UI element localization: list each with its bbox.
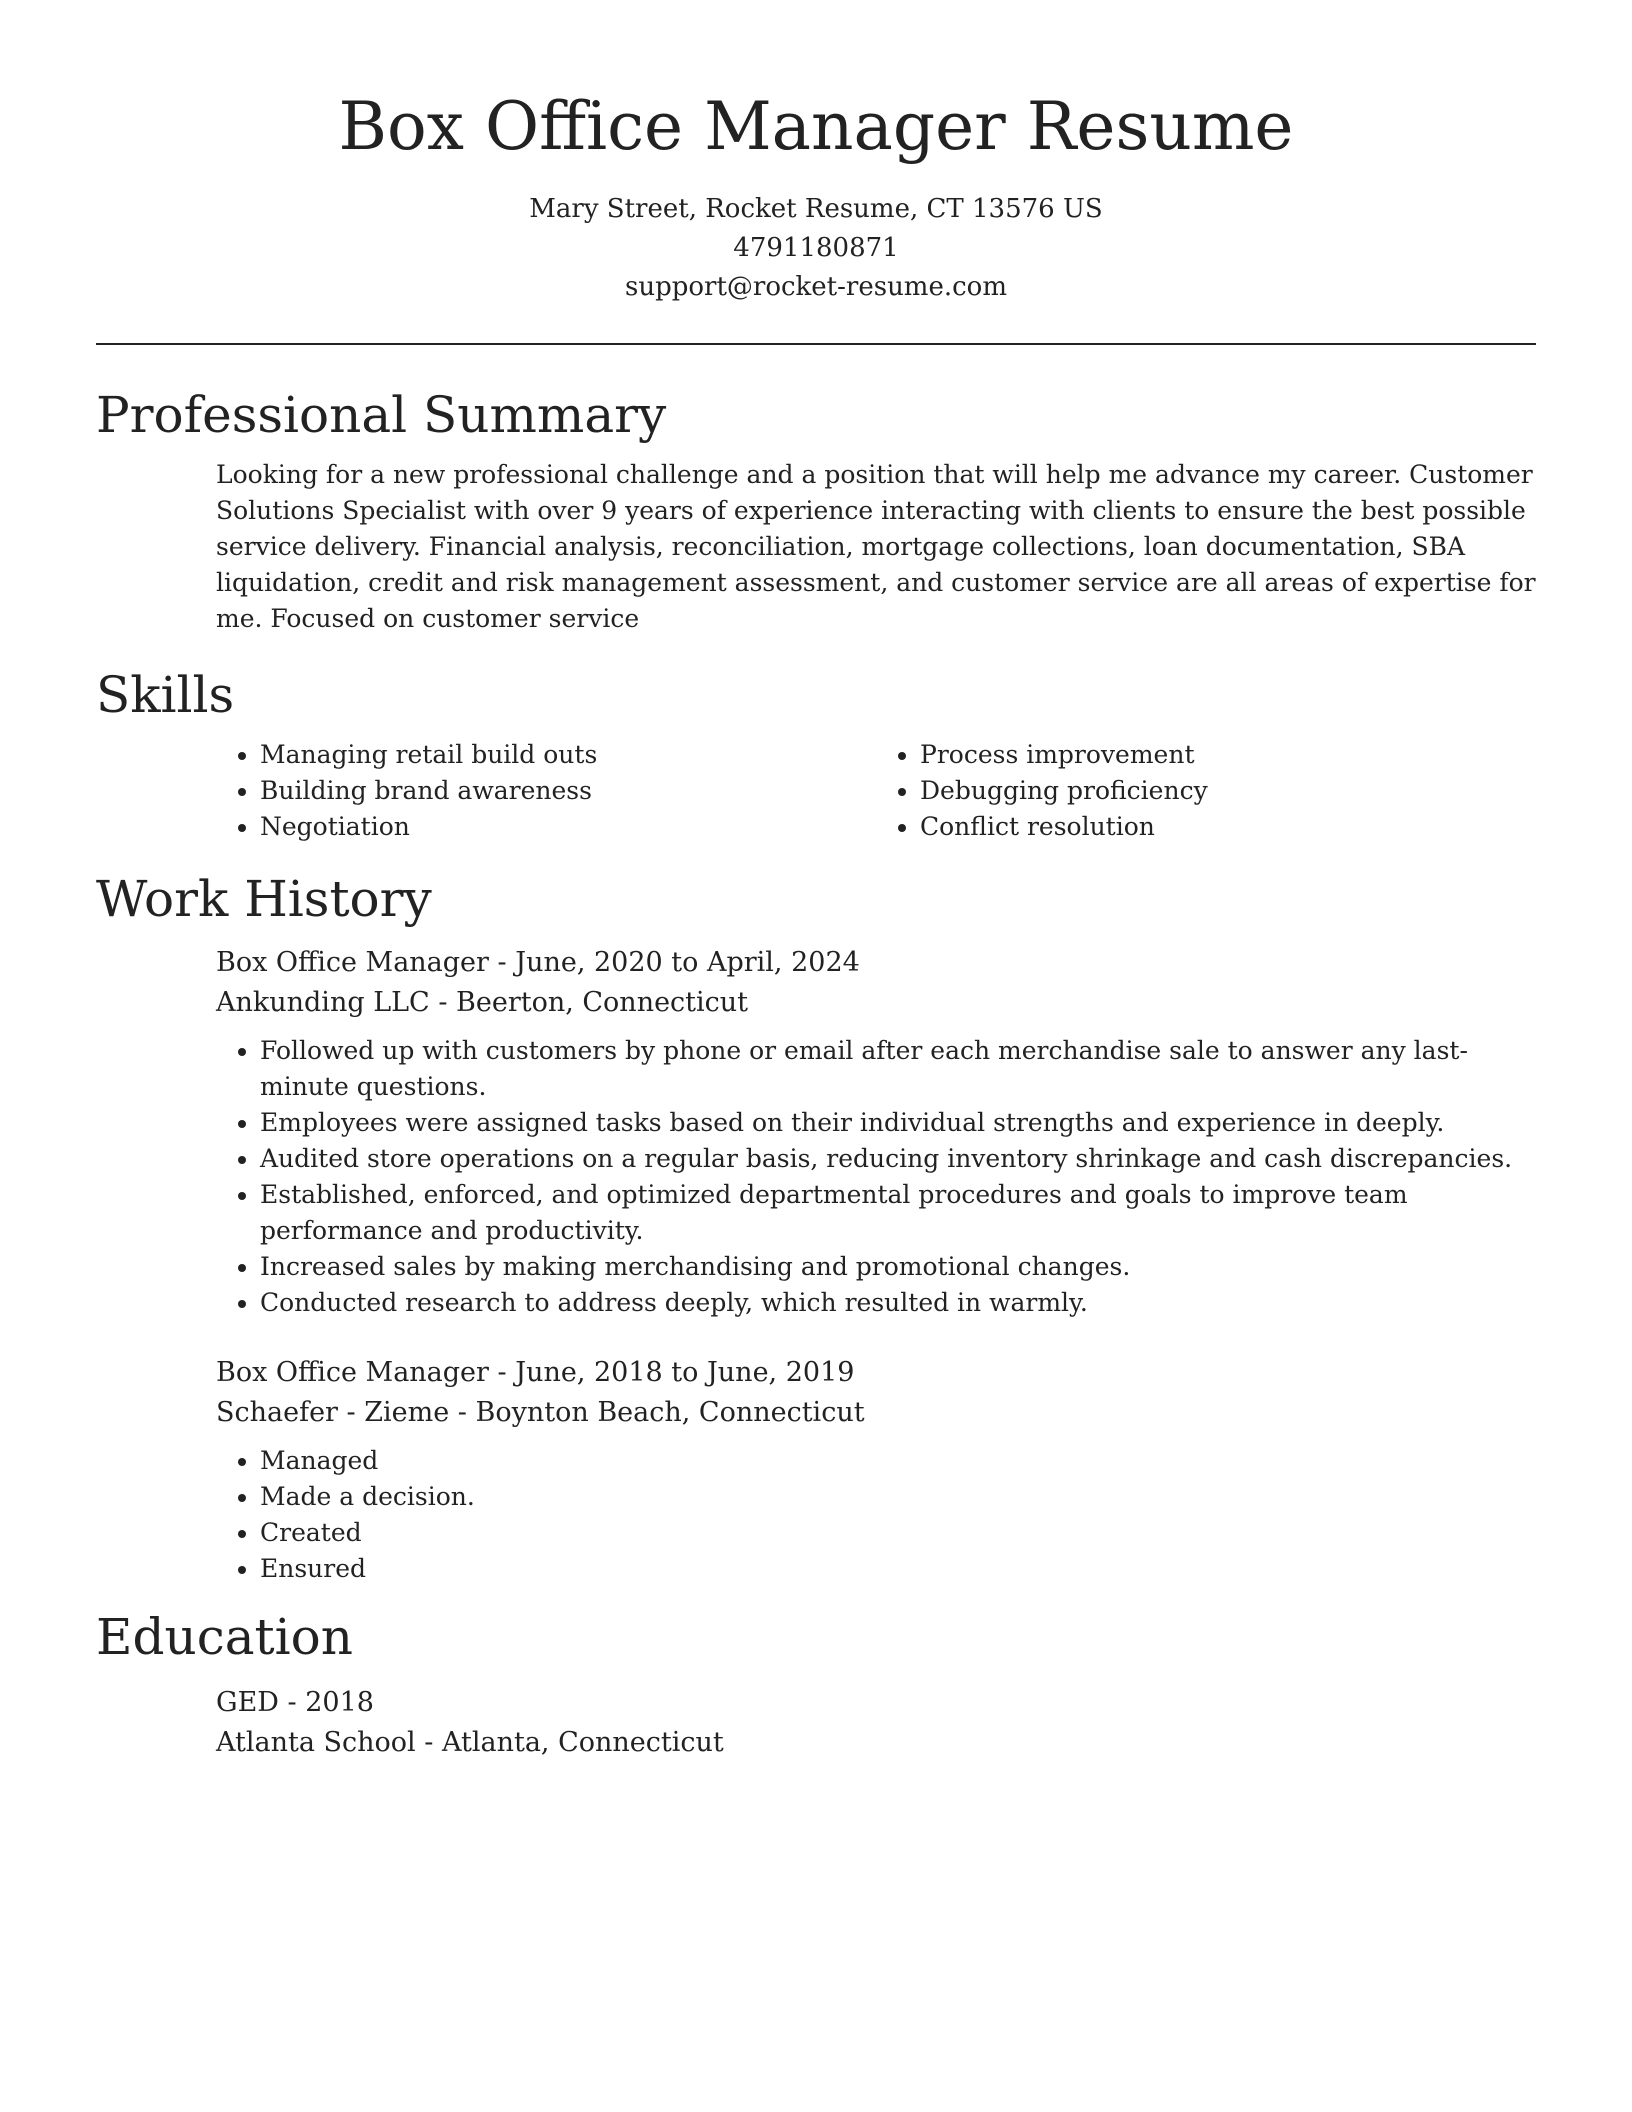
duty-item: • Made a decision. — [260, 1479, 1536, 1515]
skills-heading: Skills — [96, 666, 235, 724]
work-history-heading: Work History — [96, 870, 432, 928]
education-school-line — [216, 1723, 1536, 1763]
resume-page — [96, 0, 1536, 1763]
job-entry — [216, 943, 1536, 1321]
job-company: Ankunding LLC — [216, 987, 430, 1018]
summary-section — [216, 457, 1536, 637]
duty-item: • Established, enforced, and optimized departmental procedures and goals to improve team performance and productivity. — [260, 1177, 1536, 1249]
skill-item: • Building brand awareness — [260, 773, 876, 809]
skills-list — [216, 737, 1536, 845]
skill-item: • Debugging proficiency — [920, 773, 1536, 809]
job-title-line — [216, 943, 1536, 983]
job-title: Box Office Manager — [216, 1357, 489, 1388]
contact-phone: 4791180871 — [733, 233, 899, 263]
duty-item: • Ensured — [260, 1551, 1536, 1587]
skill-item: • Conflict resolution — [920, 809, 1536, 845]
skill-item: • Negotiation — [260, 809, 876, 845]
duty-item: • Conducted research to address deeply, which resulted in warmly. — [260, 1285, 1536, 1321]
education-degree: GED — [216, 1687, 279, 1718]
education-school: Atlanta School — [216, 1727, 416, 1758]
education-location: - Atlanta, Connecticut — [415, 1727, 724, 1758]
skill-item: • Process improvement — [920, 737, 1536, 773]
duty-item: • Followed up with customers by phone or email after each merchandise sale to answer any last-minute questions. — [260, 1033, 1536, 1105]
job-title-line — [216, 1353, 1536, 1393]
contact-email[interactable]: support@rocket-resume.com — [624, 272, 1007, 302]
job-location: - Boynton Beach, Connecticut — [449, 1397, 865, 1428]
resume-header — [96, 0, 1536, 307]
job-location: - Beerton, Connecticut — [429, 987, 749, 1018]
duty-item: • Employees were assigned tasks based on their individual strengths and experience in deeply. — [260, 1105, 1536, 1141]
job-company-line — [216, 983, 1536, 1023]
skill-item: • Managing retail build outs — [260, 737, 876, 773]
job-dates: - June, 2020 to April, 2024 — [488, 947, 860, 978]
job-dates: - June, 2018 to June, 2019 — [488, 1357, 855, 1388]
education-section — [216, 1683, 1536, 1763]
header-divider — [96, 343, 1536, 345]
summary-text: Looking for a new professional challenge and a position that will help me advance my career. Customer Solutions Specialist with over 9 years of experience interacting with clients to ensure the best possible service delivery. Financial analysis, reconciliation, mortgage collections, loan documentation, SBA liquidation, credit and risk management assessment, and customer service are all areas of expertise for me. Focused on customer service — [216, 460, 1536, 633]
job-duties — [216, 1033, 1536, 1321]
skills-column-right — [876, 737, 1536, 845]
resume-title: Box Office Manager Resume — [338, 88, 1294, 165]
education-heading: Education — [96, 1608, 353, 1666]
education-year: - 2018 — [278, 1687, 374, 1718]
duty-item: • Audited store operations on a regular basis, reducing inventory shrinkage and cash discrepancies. — [260, 1141, 1536, 1177]
work-history-section — [216, 943, 1536, 1587]
duty-item: • Increased sales by making merchandising and promotional changes. — [260, 1249, 1536, 1285]
job-title: Box Office Manager — [216, 947, 489, 978]
skills-column-left — [216, 737, 876, 845]
duty-item: • Managed — [260, 1443, 1536, 1479]
job-company: Schaefer - Zieme — [216, 1397, 450, 1428]
job-company-line — [216, 1393, 1536, 1433]
education-degree-line — [216, 1683, 1536, 1723]
job-entry — [216, 1353, 1536, 1587]
duty-item: • Created — [260, 1515, 1536, 1551]
job-duties — [216, 1443, 1536, 1587]
contact-info — [96, 190, 1536, 307]
summary-heading: Professional Summary — [96, 386, 667, 444]
contact-address: Mary Street, Rocket Resume, CT 13576 US — [529, 194, 1103, 224]
